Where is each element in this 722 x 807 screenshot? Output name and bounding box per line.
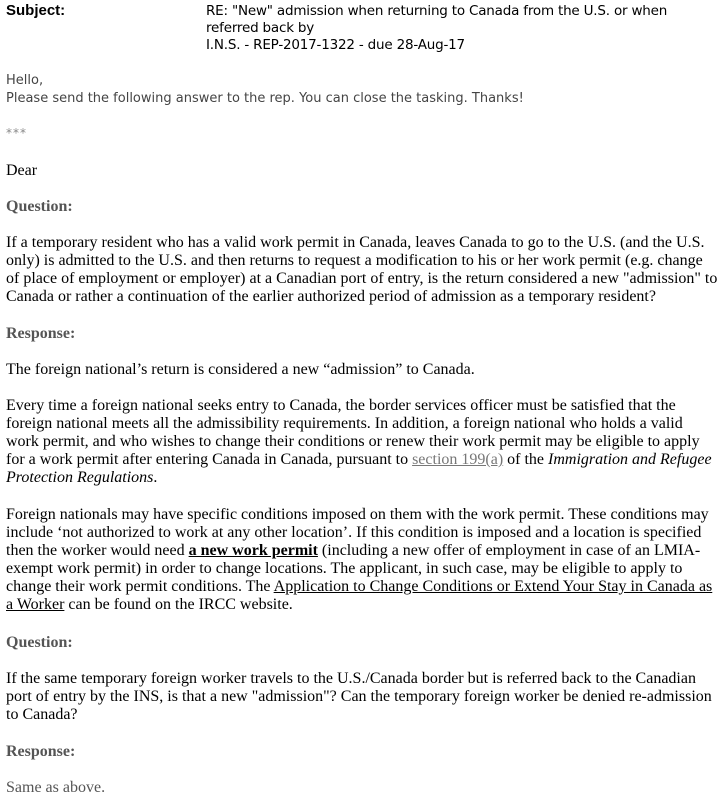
question-2-heading: Question: [6, 634, 73, 651]
subject-label: Subject: [6, 2, 66, 19]
question-2-text: If the same temporary foreign worker travels to the U.S./Canada border but is referred back to the Canadian port of entry by the INS, is that a new "admission"? Can the temporary foreign worker be denied re-admission to Canada? [6, 670, 712, 723]
response-1-paragraph-2-mid: of the [503, 451, 549, 468]
section-199a-link[interactable]: section 199(a) [412, 451, 504, 468]
response-1-paragraph-1: The foreign national’s return is considered a new “admission” to Canada. [6, 361, 475, 378]
subject-line-1: RE: "New" admission when returning to Canada from the U.S. or when referred back by [206, 3, 668, 36]
response-1-paragraph-2-text: Every time a foreign national seeks entry to Canada, the border services officer must be satisfied that the foreign national meets all the admissibility requirements. In addition, a foreign national who holds a valid work permit, and who wishes to change their conditions or renew their work permit may be eligible to apply for a work permit after entering Canada in Canada, pursuant to [6, 397, 700, 468]
response-1-paragraph-3-end: can be found on the IRCC website. [64, 596, 293, 613]
new-work-permit-link[interactable]: a new work permit [188, 542, 318, 559]
response-1-paragraph-3-mid: (including a new offer of employment in case of an LMIA-exempt work permit) in order to change locations. The applicant, in such case, may be eligible to apply to change their work permit conditions. The [6, 542, 701, 595]
subject-row [0, 0, 722, 53]
response-1-paragraph-3 [6, 506, 718, 614]
regulations-title: Immigration and Refugee Protection Regulations [6, 451, 712, 486]
letter-salutation: Dear [6, 162, 38, 179]
memo-instruction: Please send the following answer to the rep. You can close the tasking. Thanks! [6, 91, 524, 106]
subject-line-2: I.N.S. - REP-2017-1322 - due 28-Aug-17 [206, 37, 465, 53]
response-1-heading: Response: [6, 325, 76, 342]
memo-greeting: Hello, [6, 73, 44, 88]
question-1-heading: Question: [6, 198, 73, 215]
response-1-paragraph-2 [6, 397, 718, 487]
response-2-heading: Response: [6, 743, 76, 760]
response-1-paragraph-3-text: Foreign nationals may have specific conditions imposed on them with the work permit. These conditions may include ‘not authorized to work at any other location’. If this condition is imposed and a location is specified then the worker would need [6, 506, 709, 559]
response-2-text: Same as above. [6, 779, 106, 796]
application-change-conditions-link[interactable]: Application to Change Conditions or Extend Your Stay in Canada as a Worker [6, 578, 713, 613]
question-1-text: If a temporary resident who has a valid work permit in Canada, leaves Canada to go to the U.S. (and the U.S. only) is admitted to the U.S. and then returns to request a modification to his or her work permit (e.g. change of place of employment or employer) at a Canadian port of entry, is the return considered a new "admission" to Canada or rather a continuation of the earlier authorized period of admission as a temporary resident? [6, 234, 718, 305]
subject-value [206, 3, 720, 54]
memo-separator: *** [6, 126, 27, 140]
response-1-paragraph-2-end: . [153, 469, 158, 486]
